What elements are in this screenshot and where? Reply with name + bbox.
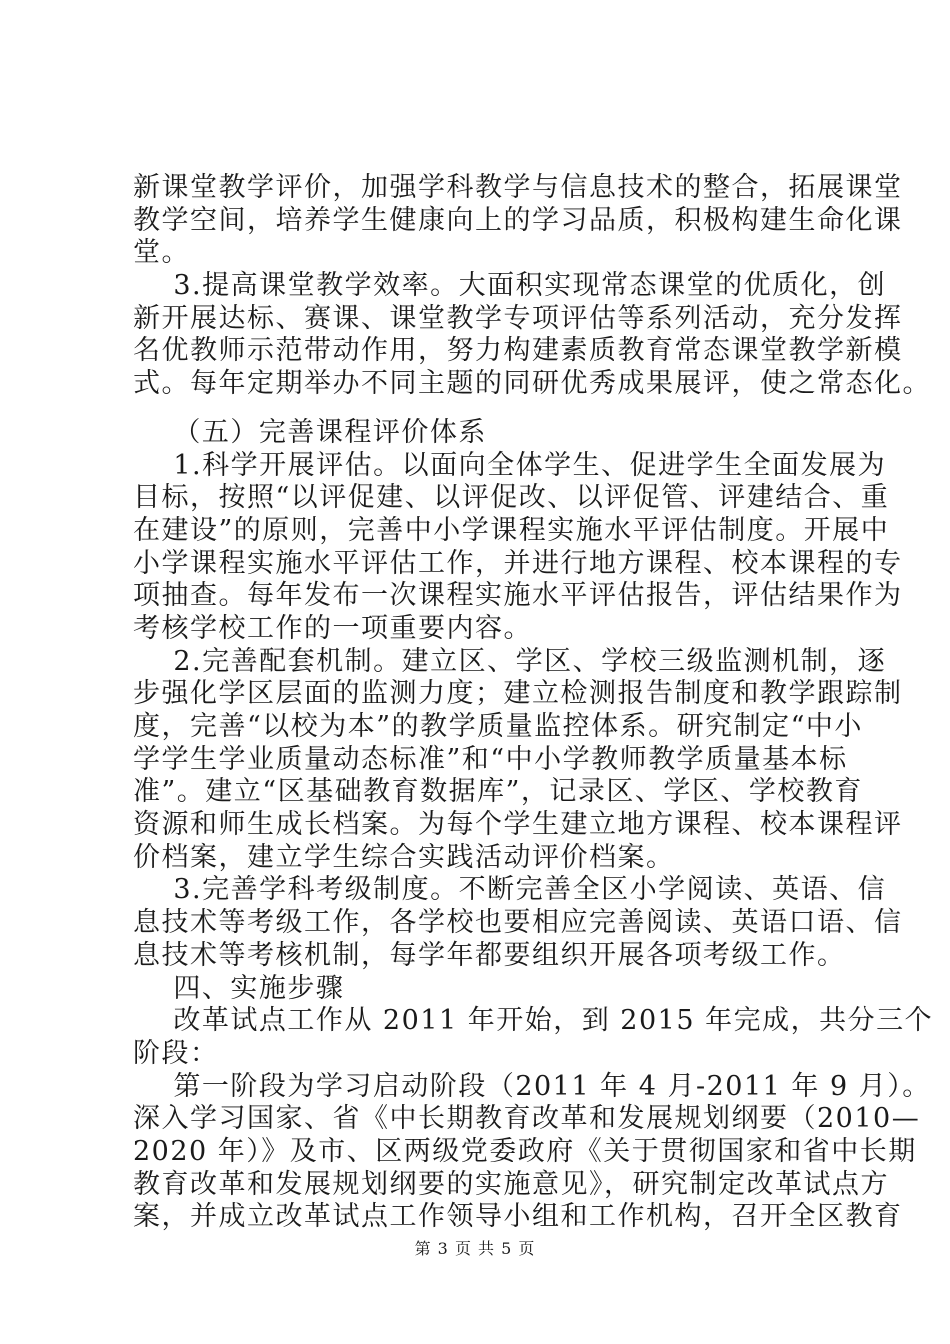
text-line: 名优教师示范带动作用，努力构建素质教育常态课堂教学新模 — [133, 335, 903, 367]
text-line: 2020 年）》及市、区两级党委政府《关于贯彻国家和省中长期 — [133, 1135, 917, 1167]
text-line: 1.科学开展评估。以面向全体学生、促进学生全面发展为 — [133, 449, 887, 481]
text-line: 学学生学业质量动态标准”和“中小学教师教学质量基本标 — [133, 743, 848, 775]
text-line: 准”。建立“区基础教育数据库”，记录区、学区、学校教育 — [133, 776, 863, 808]
page-number-footer: 第 3 页 共 5 页 — [414, 1239, 536, 1258]
text-line: 新课堂教学评价，加强学科教学与信息技术的整合，拓展课堂 — [133, 172, 903, 203]
text-line: 3.完善学科考级制度。不断完善全区小学阅读、英语、信 — [133, 874, 887, 906]
text-line: 资源和师生成长档案。为每个学生建立地方课程、校本课程评 — [133, 809, 903, 841]
text-line: 阶段： — [133, 1037, 219, 1069]
text-line: 息技术等考级工作，各学校也要相应完善阅读、英语口语、信 — [133, 907, 903, 939]
text-line: 度，完善“以校为本”的教学质量监控体系。研究制定“中小 — [133, 711, 863, 742]
section-heading: 四、实施步骤 — [133, 972, 345, 1004]
text-line: 在建设”的原则，完善中小学课程实施水平评估制度。开展中 — [133, 514, 890, 546]
text-line: 教学空间，培养学生健康向上的学习品质，积极构建生命化课 — [133, 204, 903, 236]
text-line: 目标，按照“以评促建、以评促改、以评促管、评建结合、重 — [133, 482, 890, 514]
text-line: 考核学校工作的一项重要内容。 — [133, 612, 532, 644]
text-line: 3.提高课堂教学效率。大面积实现常态课堂的优质化，创 — [133, 270, 887, 302]
document-body — [133, 172, 934, 1234]
text-line: 第一阶段为学习启动阶段（2011 年 4 月-2011 年 9 月）。 — [133, 1070, 931, 1102]
text-line: 改革试点工作从 2011 年开始，到 2015 年完成，共分三个 — [133, 1005, 934, 1037]
text-line: 教育改革和发展规划纲要的实施意见》，研究制定改革试点方 — [133, 1168, 889, 1200]
paragraph-gap — [133, 401, 853, 417]
text-line: 深入学习国家、省《中长期教育改革和发展规划纲要（2010— — [133, 1103, 921, 1135]
text-line: 2.完善配套机制。建立区、学区、学校三级监测机制，逐 — [133, 645, 887, 677]
text-line: 小学课程实施水平评估工作，并进行地方课程、校本课程的专 — [133, 547, 903, 579]
text-line: 步强化学区层面的监测力度；建立检测报告制度和教学跟踪制 — [133, 678, 903, 710]
text-line: 新开展达标、赛课、课堂教学专项评估等系列活动，充分发挥 — [133, 302, 903, 334]
section-heading: （五）完善课程评价体系 — [133, 416, 487, 448]
text-line: 式。每年定期举办不同主题的同研优秀成果展评，使之常态化。 — [133, 368, 931, 400]
text-line: 案，并成立改革试点工作领导小组和工作机构，召开全区教育 — [133, 1201, 903, 1233]
text-line: 息技术等考核机制，每学年都要组织开展各项考级工作。 — [133, 939, 846, 971]
text-line: 项抽查。每年发布一次课程实施水平评估报告，评估结果作为 — [133, 580, 903, 612]
text-line: 价档案，建立学生综合实践活动评价档案。 — [133, 841, 675, 873]
text-line: 堂。 — [133, 237, 190, 269]
